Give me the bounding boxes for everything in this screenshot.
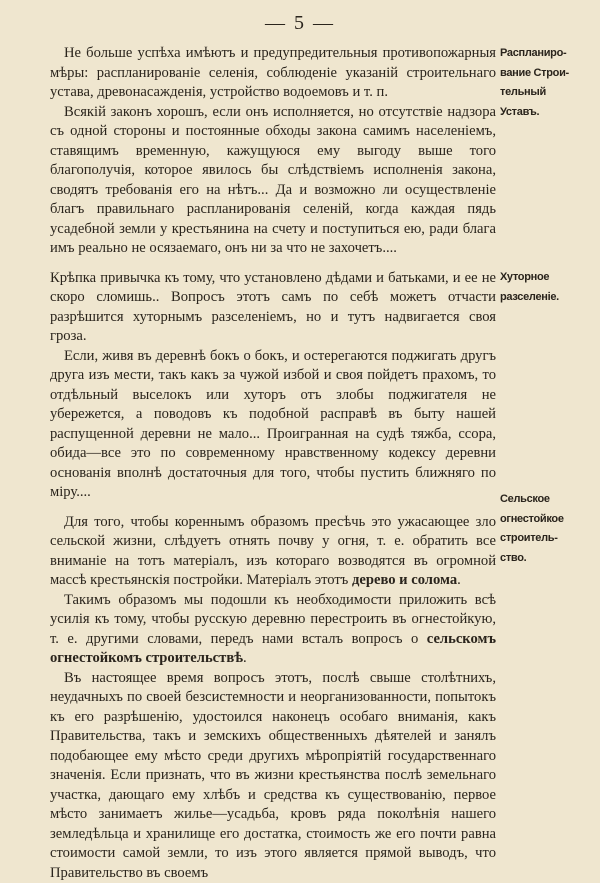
sidenote-line: вание Строи- [500,64,598,84]
paragraph: Не больше успѣха имѣютъ и предупредительныя противопожарныя мѣры: распланированіе селенія, соблюденіе указаній строительнаго устава, древонасажденія, устройство водоемовъ и т. п. [50,44,496,103]
sidenote-planning [500,44,598,122]
sidenote-line: разселеніе. [500,288,598,308]
sidenote-line: строитель- [500,529,598,549]
sidenote-farmstead [500,268,598,307]
paragraph-text: . [243,650,247,666]
sidenote-line: огнестойкое [500,510,598,530]
paragraph: Если, живя въ деревнѣ бокъ о бокъ, и остерегаются поджигать другъ друга изъ мести, такъ какъ за чужой избой и своя пойдетъ прахомъ, то отдѣльный выселокъ или хуторъ отъ злобы поджигателя не убережется, а поводовъ къ подобной расправѣ въ быту нашей распущенной деревни не мало... Проигранная на судѣ тяжба, ссора, обида—все это по современному нравственному кодексу деревни основанія вполнѣ достаточныя для того, чтобы пустить ближняго по міру.... [50,347,496,503]
paragraph: Всякій законъ хорошъ, если онъ исполняется, но отсутствіе надзора съ одной стороны и постоянные обходы закона самимъ населеніемъ, ставящимъ временную, кажущуюся ему выгоду выше того благополучія, которое явилось бы слѣдствіемъ исполненія закона, сводятъ требованія его на нѣтъ... Да и возможно ли осуществленіе благъ правильнаго распланированія селеній, когда каждая пядь усадебной земли у крестьянина на счету и поступиться ею, ради блага имъ реально не осязаемаго, онъ ни за что не захочетъ.... [50,103,496,259]
sidenote-line: тельный [500,83,598,103]
emphasis: дерево и солома [352,572,457,588]
page-number: — 5 — [0,12,600,35]
sidenote-line: Уставъ. [500,103,598,123]
main-text [50,44,496,883]
sidenote-line: Сельское [500,490,598,510]
paragraph: Въ настоящее время вопросъ этотъ, послѣ свыше столѣтнихъ, неудачныхъ по своей безсистемности и неорганизованности, попытокъ къ его разрѣшенію, удостоился наконецъ особаго вниманія, какъ Правительства, такъ и земскихъ общественныхъ дѣятелей и занялъ подобающее ему мѣсто среди другихъ мѣропріятій государственнаго значенія. Если признать, что въ жизни крестьянства послѣ земельнаго участка, дающаго ему хлѣбъ и средства къ существованію, первое мѣсто занимаетъ жилье—усадьба, кровъ ряда поколѣнія нашего земледѣльца и хранилище его достатка, стоимость же его почти равна стоимости самой земли, то изъ этого является прямой выводъ, что Правительство въ своемъ [50,669,496,883]
sidenote-line: Распланиро- [500,44,598,64]
paragraph-text: Для того, чтобы кореннымъ образомъ пресѣчь это ужасающее зло сельской жизни, слѣдуетъ отнять почву у огня, т. е. обратить все вниманіе на тотъ матеріалъ, изъ котораго возводятся въ огромной массѣ крестьянскія постройки. Матеріалъ этотъ [50,514,496,589]
paragraph [50,513,496,591]
sidenote-line: Хуторное [500,268,598,288]
emphasis: сельскомъ огнестойкомъ строительствѣ [50,631,496,667]
sidenote-fireproof [500,490,598,568]
paragraph-text: Такимъ образомъ мы подошли къ необходимости приложить всѣ усилія къ тому, чтобы русскую деревню перестроить въ огнестойкую, т. е. другими словами, передъ нами всталъ вопросъ о [50,592,496,647]
sidenote-line: ство. [500,549,598,569]
paragraph [50,591,496,669]
paragraph: Крѣпка привычка къ тому, что установлено дѣдами и батьками, и ее не скоро сломишь.. Вопросъ этотъ самъ по себѣ можетъ отчасти разрѣшится хуторнымъ разселеніемъ, но и тутъ надвигается своя гроза. [50,269,496,347]
paragraph-text: . [457,572,461,588]
